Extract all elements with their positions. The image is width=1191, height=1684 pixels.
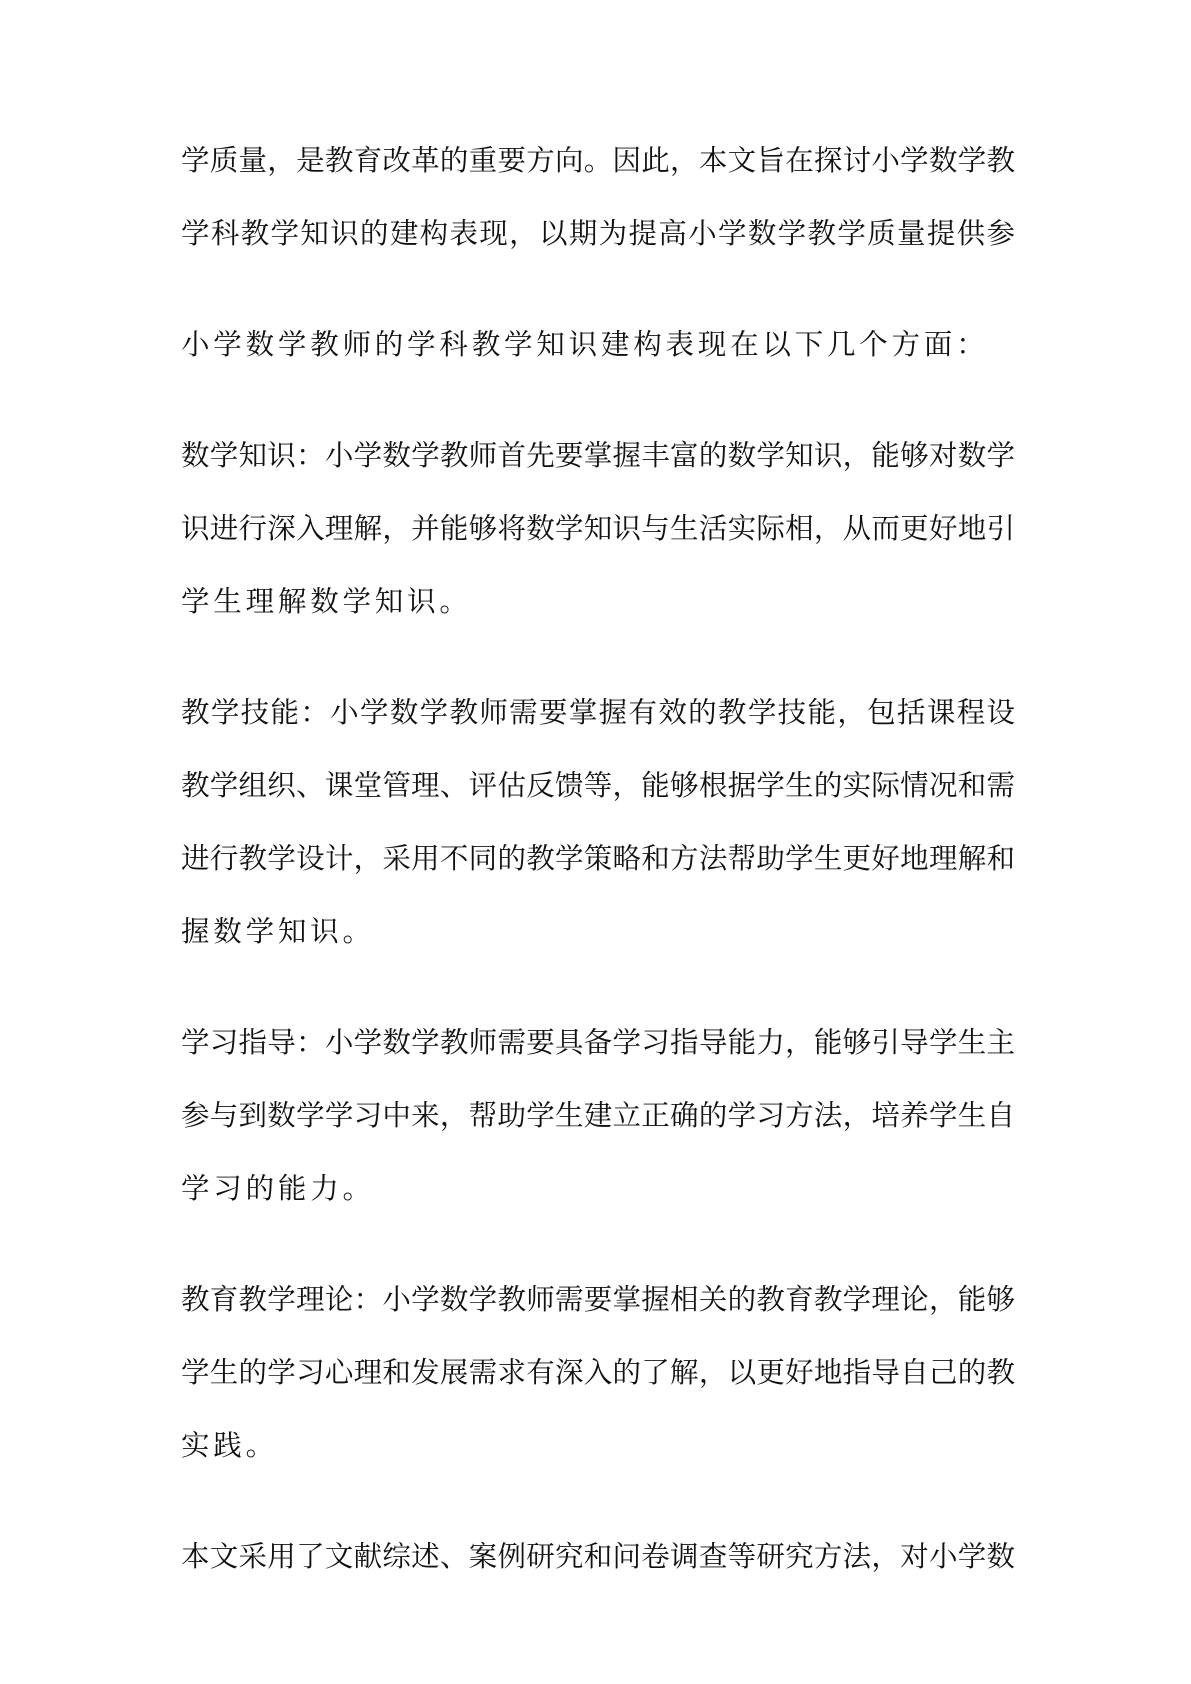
text-line: 学习指导：小学数学教师需要具备学习指导能力，能够引导学生主 bbox=[181, 1026, 1015, 1059]
text-line: 小学数学教师的学科教学知识建构表现在以下几个方面： bbox=[181, 328, 989, 361]
text-line: 握数学知识。 bbox=[181, 915, 375, 948]
paragraph-teaching-skills bbox=[181, 676, 1015, 968]
paragraph-education-theory bbox=[181, 1263, 1015, 1482]
text-line: 学习的能力。 bbox=[181, 1172, 375, 1205]
text-line: 数学知识：小学数学教师首先要掌握丰富的数学知识，能够对数学 bbox=[181, 439, 1015, 472]
paragraph-overview bbox=[181, 308, 1015, 381]
text-line: 实践。 bbox=[181, 1429, 278, 1462]
text-line: 参与到数学学习中来，帮助学生建立正确的学习方法，培养学生自 bbox=[181, 1099, 1015, 1132]
paragraph-math-knowledge bbox=[181, 419, 1015, 638]
text-line: 进行教学设计，采用不同的教学策略和方法帮助学生更好地理解和 bbox=[181, 842, 1015, 875]
text-line: 本文采用了文献综述、案例研究和问卷调查等研究方法，对小学数 bbox=[181, 1540, 1015, 1573]
text-line: 学质量，是教育改革的重要方向。因此，本文旨在探讨小学数学教 bbox=[181, 144, 1015, 177]
text-line: 识进行深入理解，并能够将数学知识与生活实际相，从而更好地引 bbox=[181, 512, 1015, 545]
text-line: 学生的学习心理和发展需求有深入的了解，以更好地指导自己的教 bbox=[181, 1356, 1015, 1389]
text-line: 教育教学理论：小学数学教师需要掌握相关的教育教学理论，能够 bbox=[181, 1283, 1015, 1316]
text-line: 学生理解数学知识。 bbox=[181, 585, 472, 618]
text-line: 教学技能：小学数学教师需要掌握有效的教学技能，包括课程设 bbox=[181, 696, 1015, 729]
text-line: 教学组织、课堂管理、评估反馈等，能够根据学生的实际情况和需 bbox=[181, 769, 1015, 802]
paragraph-methods bbox=[181, 1520, 1015, 1593]
paragraph-intro bbox=[181, 124, 1015, 270]
text-line: 学科教学知识的建构表现，以期为提高小学数学教学质量提供参 bbox=[181, 217, 1015, 250]
paragraph-learning-guidance bbox=[181, 1006, 1015, 1225]
